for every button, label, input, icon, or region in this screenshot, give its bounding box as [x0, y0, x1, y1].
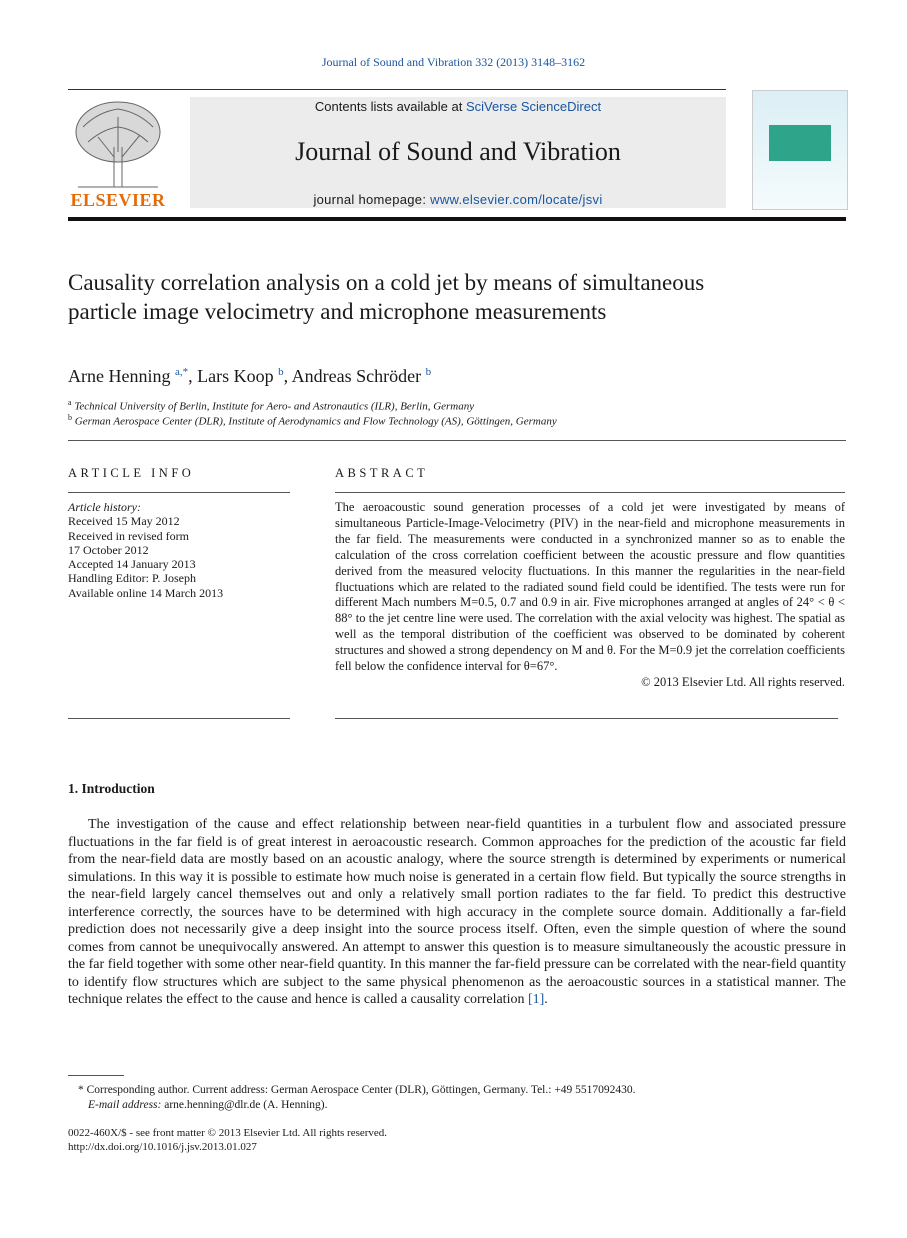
- tree-icon: [68, 97, 168, 192]
- paragraph-text: The investigation of the cause and effect relationship between near-field quantities in a turbulent flow and associated pressure fluctuations in the far field is of great interest in aeroacoustic research. Common approaches for the prediction of the acoustic far field from the near-field data are mostly based on an acoustic analogy, where the source strength is determined by experiments or numerical simulations. In this way it is possible to estimate how much noise is generated in a certain flow field. But typically the source strengths in the near-field largely cancel themselves out and only a relatively small portion radiates to the far field. To predict this destructive interference correctly, the sources have to be determined with high accuracy in the complete source domain. Additionally a far-field prediction does not necessarily give a deep insight into the source process itself. Often, even the simple question of where the sound comes from cannot be unequivocally answered. An attempt to answer this question is to measure simultaneously the acoustic pressure in the far field together with some other near-field quantity. In this manner the far-field pressure can be correlated with the near-field quantity to identify flow structures which are subject to the same physical phenomenon as the aeroacoustic sources in a statistical manner. The technique relates the effect to the cause and hence is called a causality correlation: [68, 817, 846, 1007]
- divider: [335, 492, 845, 493]
- homepage-prefix: journal homepage:: [313, 192, 431, 207]
- history-item: Received 15 May 2012: [68, 514, 180, 529]
- history-item: Received in revised form: [68, 528, 189, 543]
- affiliation-text: Technical University of Berlin, Institute for Aero- and Astronautics (ILR), Berlin, Germany: [74, 400, 475, 413]
- footnote-rule: [68, 1075, 124, 1076]
- affiliation-mark: a: [68, 398, 72, 407]
- article-title: Causality correlation analysis on a cold jet by means of simultaneous particle image velocimetry and microphone measurements: [68, 270, 705, 324]
- abstract-text-block: [335, 500, 845, 691]
- reference-link[interactable]: [1]: [527, 992, 545, 1007]
- author-list: Arne Henning $^{a,*}$, Lars Koop $^b$, Andreas Schröder $^b$: [68, 366, 432, 386]
- sciencedirect-link[interactable]: SciVerse ScienceDirect: [465, 99, 602, 114]
- history-item: Accepted 14 January 2013: [68, 557, 196, 572]
- section-heading: 1. Introduction: [68, 781, 155, 796]
- journal-citation[interactable]: Journal of Sound and Vibration 332 (2013) 3148–3162: [321, 55, 586, 69]
- cover-title-block: [769, 125, 831, 161]
- journal-homepage-line: [190, 192, 726, 207]
- journal-title: Journal of Sound and Vibration: [295, 137, 621, 166]
- email-label: E-mail address:: [88, 1099, 165, 1111]
- author-affiliation-mark[interactable]: b: [278, 366, 284, 378]
- affiliation-a: [68, 398, 474, 413]
- history-item: 17 October 2012: [68, 542, 149, 557]
- homepage-link[interactable]: www.elsevier.com/locate/jsvi: [430, 192, 603, 207]
- history-label: Article history:: [68, 500, 141, 514]
- divider: [68, 718, 290, 719]
- affiliation-text: German Aerospace Center (DLR), Institute of Aerodynamics and Flow Technology (AS), Göttingen, Germany: [74, 415, 557, 428]
- email-note: [88, 1099, 327, 1111]
- author-affiliation-mark[interactable]: b: [425, 366, 432, 378]
- author-name[interactable]: Andreas Schröder: [291, 366, 422, 386]
- elsevier-wordmark: ELSEVIER: [70, 190, 166, 210]
- contents-prefix: Contents lists available at: [314, 99, 466, 114]
- doi-link[interactable]: http://dx.doi.org/10.1016/j.jsv.2013.01.027: [68, 1141, 257, 1153]
- divider: [68, 492, 290, 493]
- affiliation-b: [68, 413, 557, 428]
- author-name[interactable]: Lars Koop: [197, 366, 274, 386]
- journal-cover-thumbnail[interactable]: [752, 90, 848, 210]
- article-info-heading: ARTICLE INFO: [68, 466, 195, 480]
- introduction-paragraph: [68, 816, 846, 1009]
- abstract-heading: ABSTRACT: [335, 466, 429, 480]
- author-affiliation-mark[interactable]: a,*: [174, 366, 189, 378]
- header-bottom-rule: [68, 217, 846, 221]
- header-top-rule: [68, 89, 726, 90]
- corresponding-author-note: * Corresponding author. Current address: German Aerospace Center (DLR), Göttingen, Germany. Tel.: +49 5517092430.: [78, 1084, 636, 1096]
- affiliation-mark: b: [68, 413, 72, 422]
- article-history: [68, 500, 290, 600]
- author-name[interactable]: Arne Henning: [68, 366, 171, 386]
- contents-line: [190, 99, 726, 114]
- email-address[interactable]: arne.henning@dlr.de (A. Henning).: [164, 1099, 328, 1111]
- history-item: Handling Editor: P. Joseph: [68, 571, 196, 586]
- history-item: Available online 14 March 2013: [68, 585, 224, 600]
- divider: [335, 718, 838, 719]
- abstract-text: The aeroacoustic sound generation processes of a cold jet were investigated by means of simultaneous Particle-Image-Velocimetry (PIV) in the near-field and microphone measurements in the far field. The measurements were conducted in a synchronized manner so as to enable the calculation of the cross correlation coefficient between the acoustic pressure and flow quantities derived from the measured velocity fluctuations. In this manner the regularities in the near-field fluctuations which are related to the radiated sound field could be identified. The tests were run for different Mach numbers M=0.5, 0.7 and 0.9 in air. Five microphones arranged at angles of 24° < θ < 88° to the jet centre line were used. The correlation with the axial velocity was highest. The spatial as well as the temporal distribution of the coefficient was observed to be dominated by coherent structures and showed a strong dependency on M and θ. For the M=0.9 jet the correlation coefficients fell below the confidence interval for θ=67°.: [335, 500, 845, 674]
- copyright-notice: © 2013 Elsevier Ltd. All rights reserved.: [641, 674, 845, 689]
- issn-line: 0022-460X/$ - see front matter © 2013 Elsevier Ltd. All rights reserved.: [68, 1127, 388, 1139]
- divider: [68, 440, 846, 441]
- paragraph-end: .: [544, 992, 548, 1007]
